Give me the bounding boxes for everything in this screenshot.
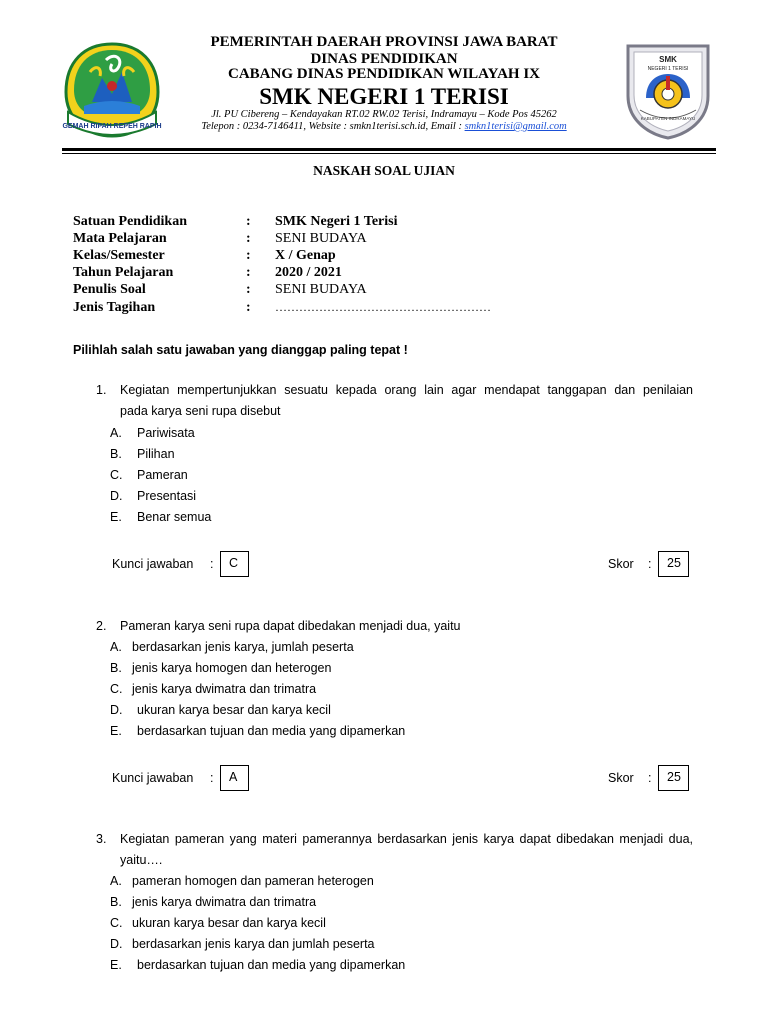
svg-text:KABUPATEN INDRAMAYU: KABUPATEN INDRAMAYU <box>640 116 696 121</box>
option-letter: E. <box>110 510 122 524</box>
info-colon: : <box>246 265 251 280</box>
header-department: DINAS PENDIDIKAN <box>310 51 458 67</box>
question-number: 1. <box>96 383 107 397</box>
score-colon: : <box>648 557 652 571</box>
info-colon: : <box>246 214 251 229</box>
answer-key-box[interactable]: A <box>220 765 249 791</box>
question-text-line1: Pameran karya seni rupa dapat dibedakan menjadi dua, yaitu <box>120 619 461 633</box>
info-label: Kelas/Semester <box>73 248 165 263</box>
option-letter: A. <box>110 640 122 654</box>
contact-text: Telepon : 0234-7146411, Website : smkn1terisi.sch.id, Email : <box>201 121 465 132</box>
question-number: 2. <box>96 619 107 633</box>
option-letter: D. <box>110 703 123 717</box>
option-letter: A. <box>110 426 122 440</box>
document-title: NASKAH SOAL UJIAN <box>313 163 455 178</box>
option-text: pameran homogen dan pameran heterogen <box>132 874 374 888</box>
option-text: berdasarkan jenis karya, jumlah peserta <box>132 640 354 654</box>
option-text: berdasarkan jenis karya dan jumlah peserta <box>132 937 375 951</box>
option-letter: D. <box>110 937 123 951</box>
header-divider-thin <box>62 153 716 154</box>
info-colon: : <box>246 300 251 315</box>
instruction-text: Pilihlah salah satu jawaban yang dianggap paling tepat ! <box>73 343 408 357</box>
option-text: Pameran <box>137 468 188 482</box>
info-label: Satuan Pendidikan <box>73 214 187 229</box>
header-contact <box>150 121 618 132</box>
info-value: SENI BUDAYA <box>275 282 367 297</box>
question-text-line1: Kegiatan pameran yang materi pamerannya berdasarkan jenis karya dapat dibedakan menjadi dua, <box>120 832 693 846</box>
info-label: Tahun Pelajaran <box>73 265 174 280</box>
option-text: berdasarkan tujuan dan media yang dipamerkan <box>137 724 406 738</box>
info-value: ……………………………………………… <box>275 300 491 314</box>
info-value: SMK Negeri 1 Terisi <box>275 214 398 229</box>
svg-text:GEMAH RIPAH REPEH RAPIH: GEMAH RIPAH REPEH RAPIH <box>62 123 162 130</box>
question-text-line2: pada karya seni rupa disebut <box>120 404 281 418</box>
option-text: Pilihan <box>137 447 175 461</box>
header-government: PEMERINTAH DAERAH PROVINSI JAWA BARAT <box>210 34 558 50</box>
score-colon: : <box>648 771 652 785</box>
option-text: jenis karya dwimatra dan trimatra <box>132 682 317 696</box>
option-text: ukuran karya besar dan karya kecil <box>132 916 326 930</box>
option-letter: C. <box>110 682 123 696</box>
svg-text:SMK: SMK <box>659 55 677 64</box>
option-text: Presentasi <box>137 489 197 503</box>
option-letter: A. <box>110 874 122 888</box>
option-text: Benar semua <box>137 510 212 524</box>
header-branch: CABANG DINAS PENDIDIKAN WILAYAH IX <box>227 66 540 82</box>
email-link[interactable]: smkn1terisi@gmail.com <box>464 121 567 132</box>
option-letter: C. <box>110 468 123 482</box>
info-colon: : <box>246 231 251 246</box>
score-box[interactable]: 25 <box>658 765 689 791</box>
option-text: berdasarkan tujuan dan media yang dipamerkan <box>137 958 406 972</box>
header-divider-thick <box>62 148 716 151</box>
answer-key-label: Kunci jawaban <box>112 771 194 785</box>
info-label: Mata Pelajaran <box>73 231 167 246</box>
option-letter: E. <box>110 724 122 738</box>
info-label: Penulis Soal <box>73 282 146 297</box>
score-label: Skor <box>608 771 634 785</box>
option-letter: C. <box>110 916 123 930</box>
question-text-line1: Kegiatan mempertunjukkan sesuatu kepada orang lain agar mendapat tanggapan dan penilaian <box>120 383 693 397</box>
question-text-line2: yaitu…. <box>120 853 163 867</box>
option-letter: E. <box>110 958 122 972</box>
answer-key-box[interactable]: C <box>220 551 249 577</box>
option-letter: B. <box>110 447 122 461</box>
option-text: ukuran karya besar dan karya kecil <box>137 703 331 717</box>
info-value: X / Genap <box>275 248 336 263</box>
option-text: jenis karya dwimatra dan trimatra <box>132 895 317 909</box>
option-letter: B. <box>110 661 122 675</box>
option-text: jenis karya homogen dan heterogen <box>132 661 332 675</box>
option-text: Pariwisata <box>137 426 195 440</box>
svg-text:NEGERI 1 TERISI: NEGERI 1 TERISI <box>647 66 689 72</box>
answer-key-colon: : <box>210 557 214 571</box>
option-letter: B. <box>110 895 122 909</box>
header-address: Jl. PU Cibereng – Kendayakan RT.02 RW.02 Terisi, Indramayu – Kode Pos 45262 <box>211 109 557 120</box>
answer-key-label: Kunci jawaban <box>112 557 194 571</box>
info-colon: : <box>246 248 251 263</box>
option-letter: D. <box>110 489 123 503</box>
header-school-name: SMK NEGERI 1 TERISI <box>259 84 509 109</box>
score-label: Skor <box>608 557 634 571</box>
info-value: 2020 / 2021 <box>275 265 342 280</box>
info-colon: : <box>246 282 251 297</box>
question-number: 3. <box>96 832 107 846</box>
info-value: SENI BUDAYA <box>275 231 367 246</box>
info-label: Jenis Tagihan <box>73 300 156 315</box>
score-box[interactable]: 25 <box>658 551 689 577</box>
answer-key-colon: : <box>210 771 214 785</box>
